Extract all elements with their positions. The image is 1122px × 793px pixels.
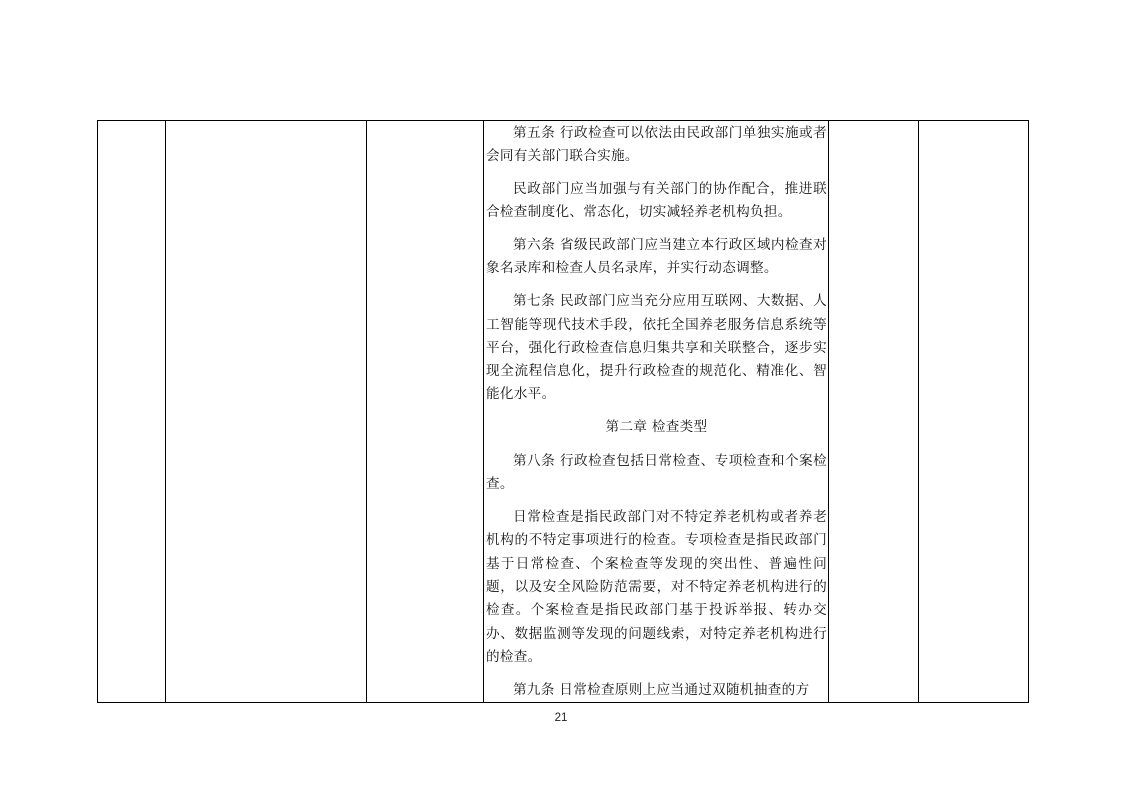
table-cell-col5: [829, 121, 919, 703]
table-cell-content: [484, 121, 829, 703]
regulation-table: [97, 120, 1029, 703]
article-8-paragraph-1: 第八条 行政检查包括日常检查、专项检查和个案检查。: [486, 453, 827, 493]
table-cell-col2: [166, 121, 367, 703]
table-cell-col3: [367, 121, 484, 703]
article-8-paragraph-2: 日常检查是指民政部门对不特定养老机构或者养老机构的不特定事项进行的检查。专项检查是指民政部门基于日常检查、个案检查等发现的突出性、普遍性问题，以及安全风险防范需要，对不特定养老机构进行的检查。个案检查是指民政部门基于投诉举报、转办交办、数据监测等发现的问题线索，对特定养老机构进行的检查。: [486, 509, 827, 665]
article-5-paragraph-2: 民政部门应当加强与有关部门的协作配合，推进联合检查制度化、常态化，切实减轻养老机构负担。: [486, 181, 827, 221]
regulation-text: [484, 121, 828, 702]
page-number: 21: [554, 712, 568, 724]
table-cell-col1: [98, 121, 166, 703]
article-7-paragraph: 第七条 民政部门应当充分应用互联网、大数据、人工智能等现代技术手段，依托全国养老服务信息系统等平台，强化行政检查信息归集共享和关联整合，逐步实现全流程信息化，提升行政检查的规范化、精准化、智能化水平。: [486, 293, 827, 403]
table-cell-col6: [919, 121, 1029, 703]
table-row: [98, 121, 1029, 703]
article-5-paragraph-1: 第五条 行政检查可以依法由民政部门单独实施或者会同有关部门联合实施。: [486, 125, 827, 165]
chapter-2-heading: 第二章 检查类型: [605, 419, 708, 436]
article-9-paragraph-partial: 第九条 日常检查原则上应当通过双随机抽查的方: [513, 681, 810, 698]
article-6-paragraph: 第六条 省级民政部门应当建立本行政区域内检查对象名录库和检查人员名录库，并实行动态调整。: [486, 237, 827, 277]
